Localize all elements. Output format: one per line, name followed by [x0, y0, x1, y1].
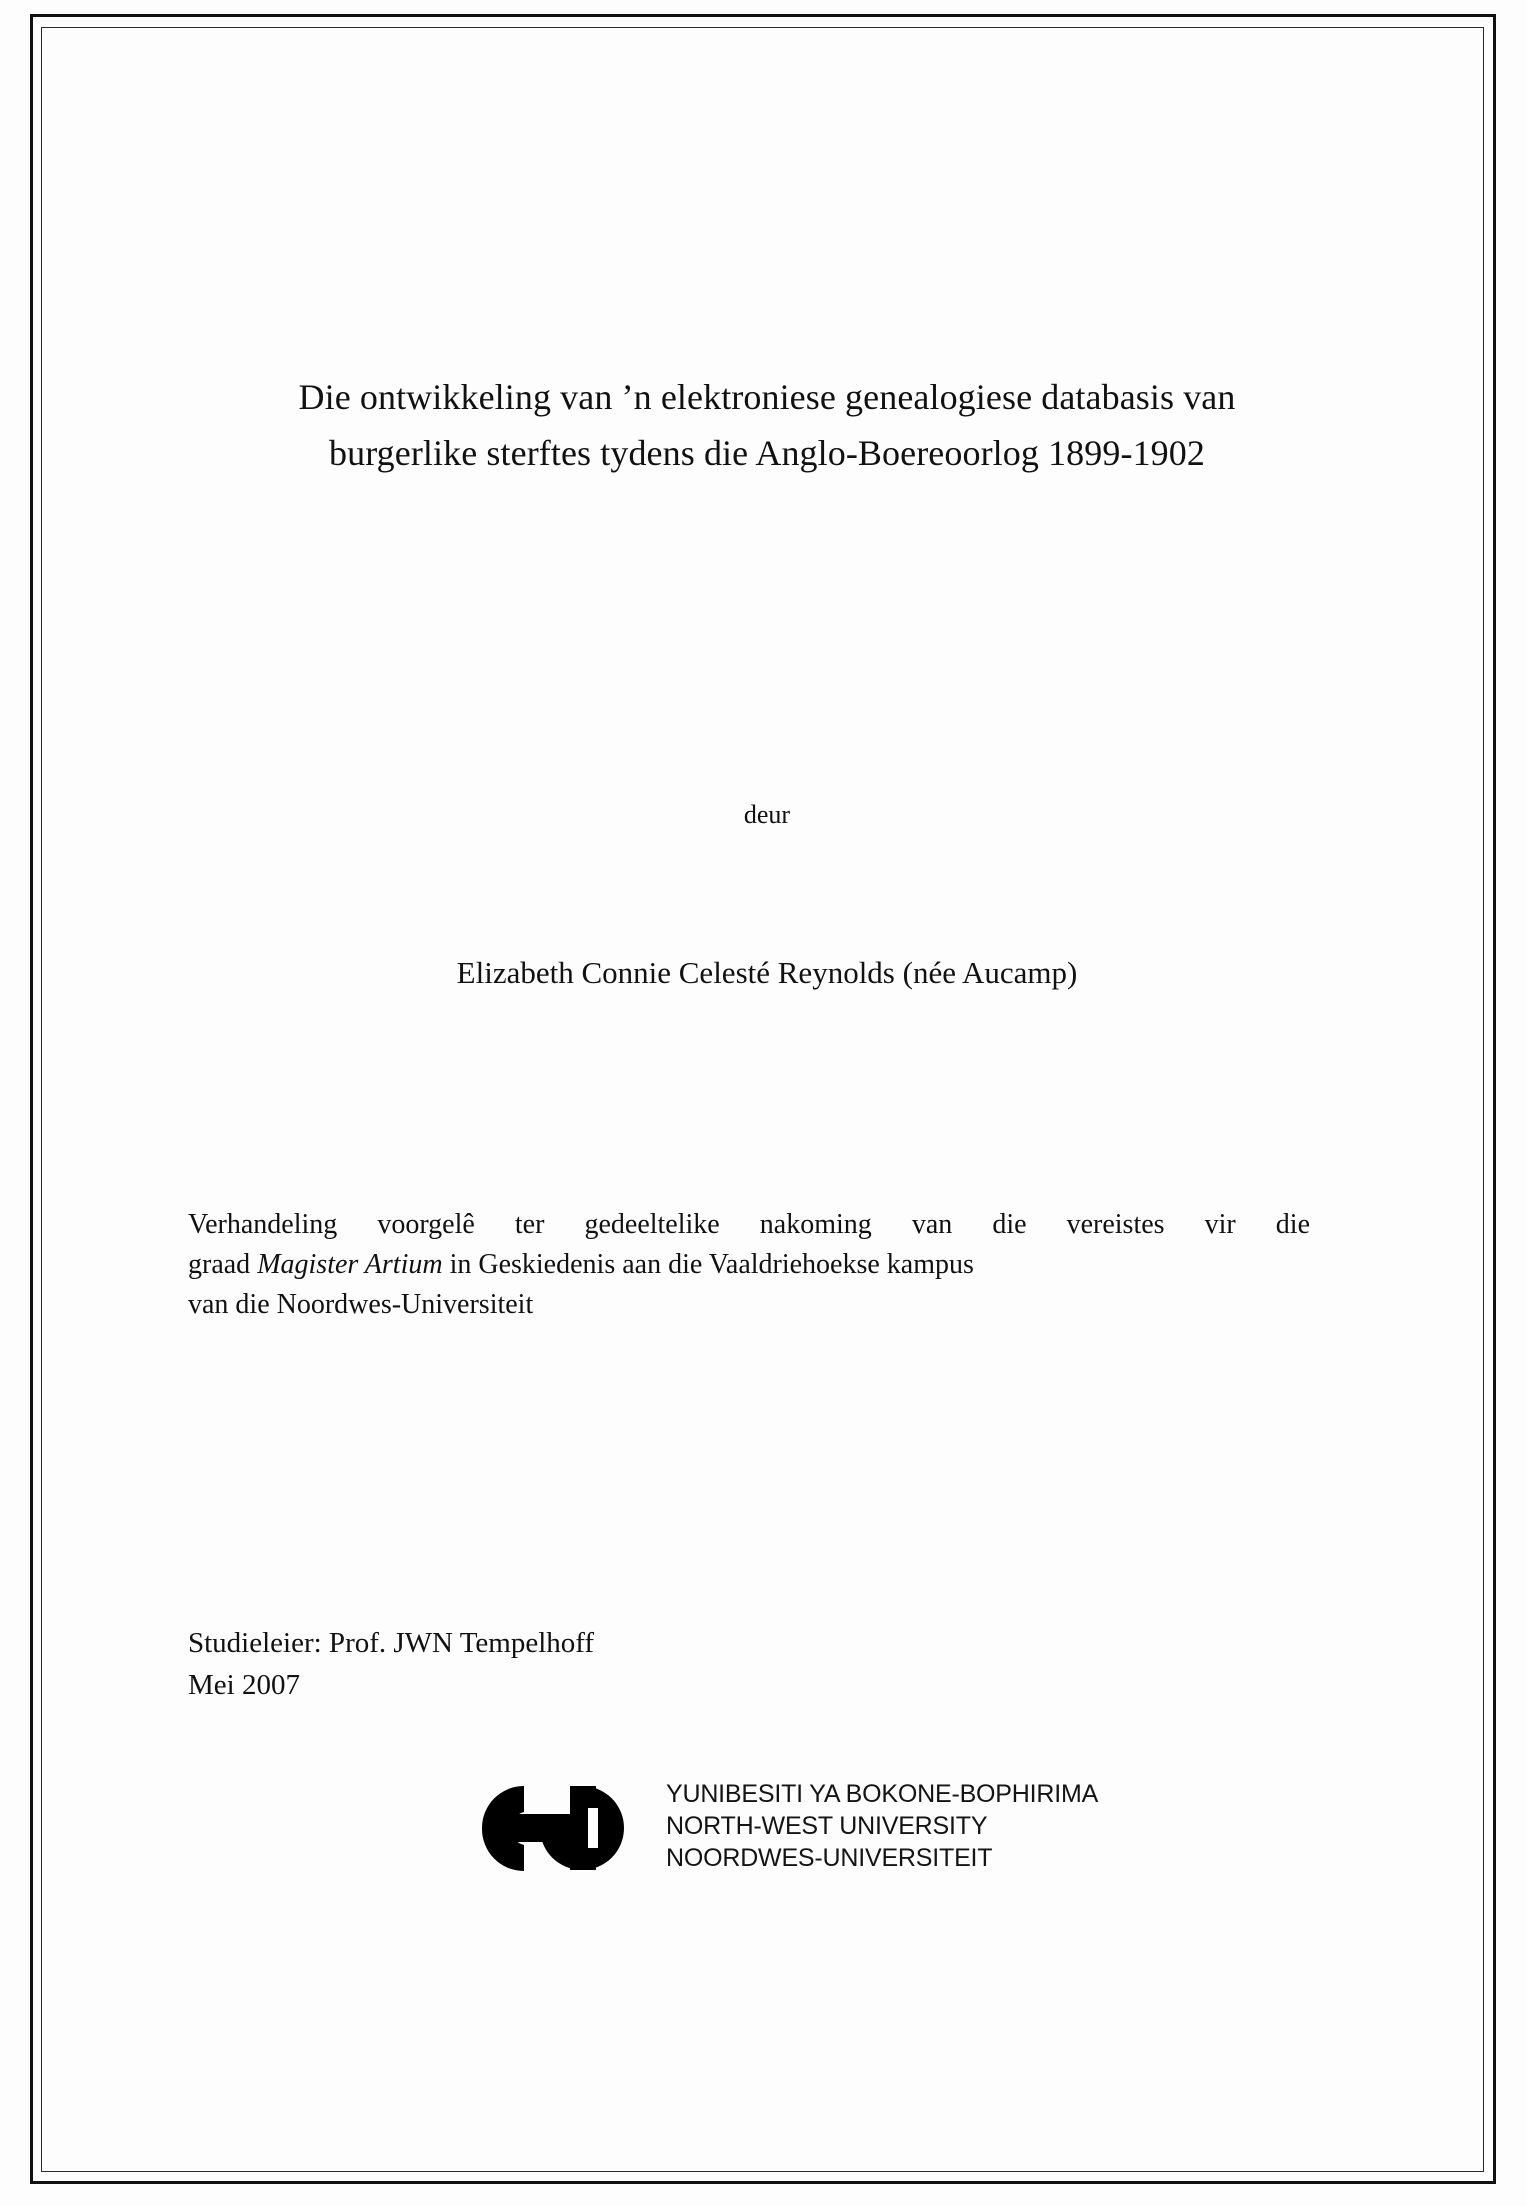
by-label: deur: [743, 800, 791, 829]
degree-statement-line-2: [188, 1245, 1310, 1285]
logo-text-line-2: NORTH-WEST UNIVERSITY: [666, 1812, 988, 1840]
logo-text-line-1: YUNIBESITI YA BOKONE-BOPHIRIMA: [666, 1780, 1099, 1808]
university-logo-text: [666, 1778, 1098, 1874]
degree-name: Magister Artium: [257, 1248, 443, 1280]
author-name: Elizabeth Connie Celesté Reynolds (née Aucamp): [456, 955, 1078, 990]
degree-statement: [188, 1205, 1310, 1324]
title-line-2: burgerlike sterftes tydens die Anglo-Boereoorlog 1899-1902: [329, 432, 1205, 473]
page-content: [140, 0, 1390, 2206]
degree-statement-line-2-prefix: graad: [188, 1248, 258, 1280]
degree-statement-line-3: van die Noordwes-Universiteit: [188, 1288, 534, 1320]
degree-statement-line-1: Verhandeling voorgelê ter gedeeltelike nakoming van die vereistes vir die: [188, 1209, 1310, 1240]
title-line-1: Die ontwikkeling van ’n elektroniese genealogiese databasis van: [298, 377, 1236, 417]
page-title: [182, 370, 1352, 482]
degree-statement-line-2-suffix: in Geskiedenis aan die Vaaldriehoekse kampus: [442, 1248, 974, 1280]
supervisor-line: Studieleier: Prof. JWN Tempelhoff: [188, 1627, 595, 1659]
supervisor-block: [188, 1622, 1288, 1706]
nwu-logo-icon: [470, 1774, 660, 1882]
date-line: Mei 2007: [188, 1669, 300, 1702]
university-logo: [470, 1772, 1170, 1892]
logo-text-line-3: NOORDWES-UNIVERSITEIT: [666, 1844, 993, 1872]
